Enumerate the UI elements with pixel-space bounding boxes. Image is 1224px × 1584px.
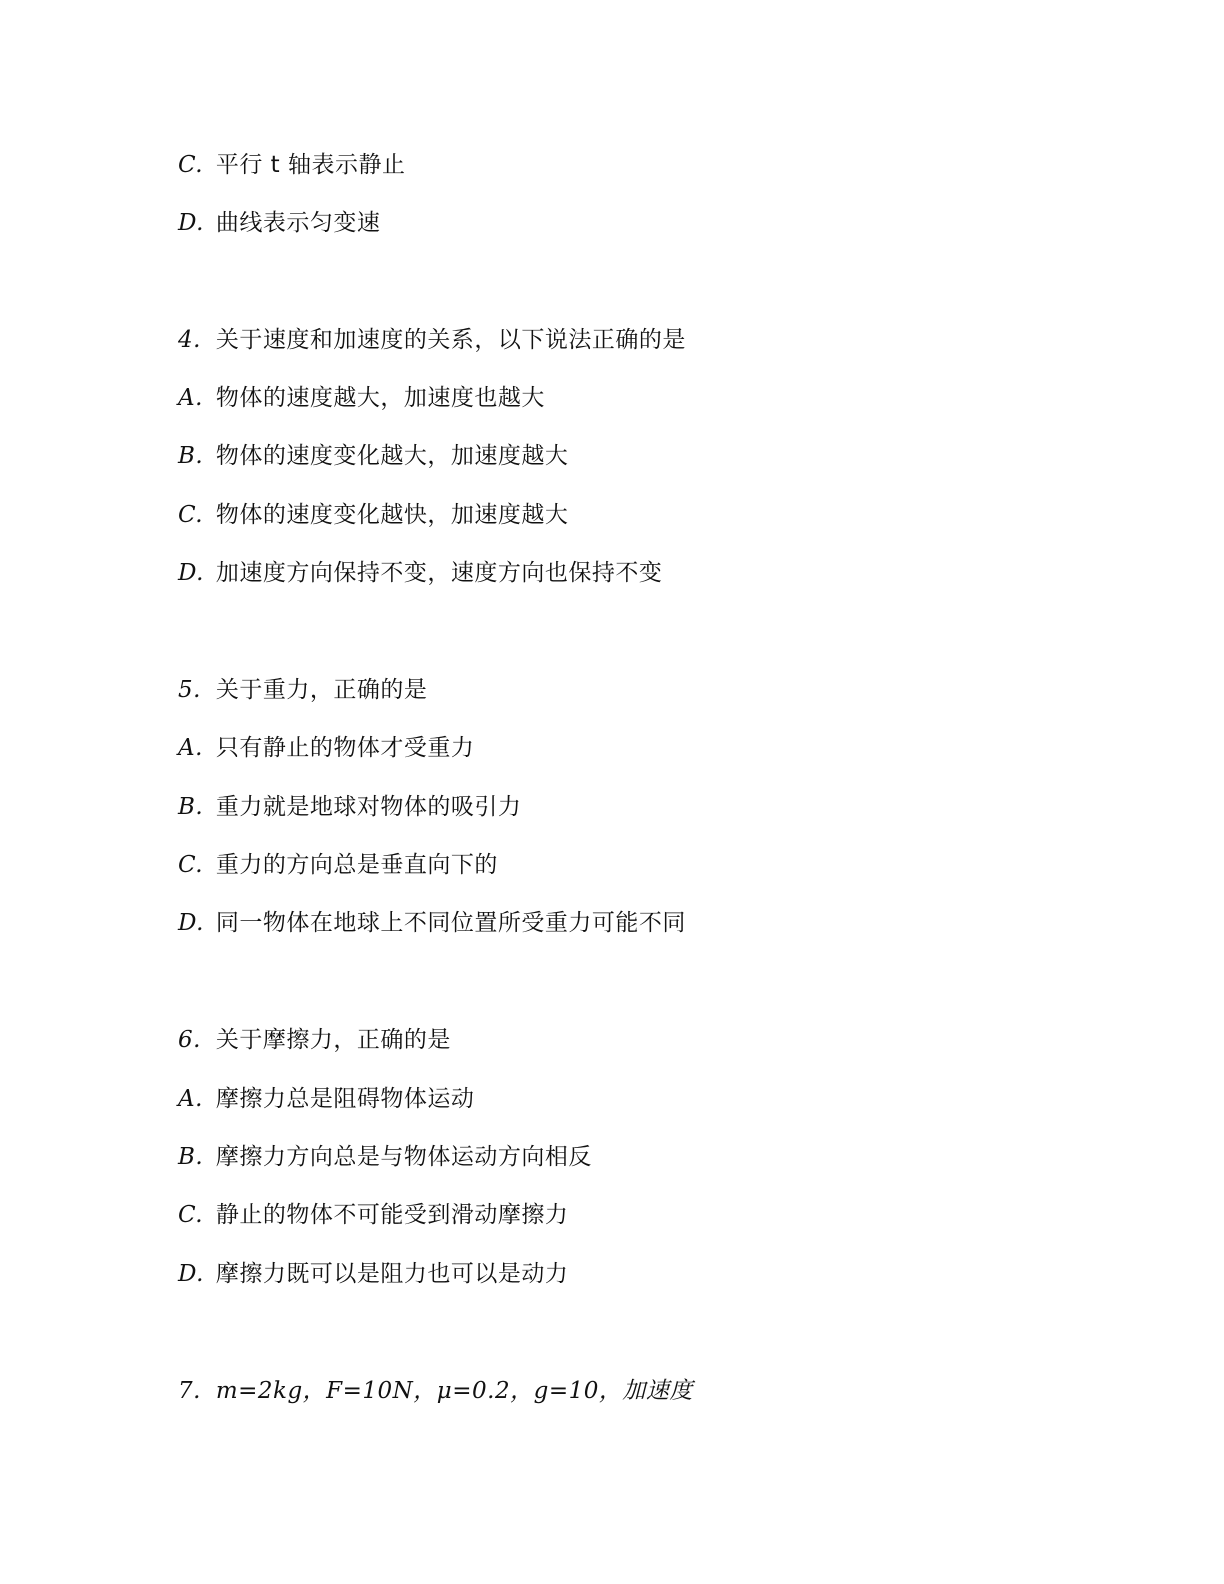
question-number: 7. bbox=[178, 1378, 201, 1404]
option-label: C. bbox=[178, 1202, 204, 1228]
question-5 bbox=[178, 675, 427, 705]
option-b-line bbox=[178, 1142, 592, 1172]
option-label: A. bbox=[178, 1086, 203, 1112]
option-text: 加速度方向保持不变，速度方向也保持不变 bbox=[215, 560, 663, 586]
option-c-line bbox=[178, 850, 498, 880]
question-7 bbox=[178, 1376, 693, 1406]
option-text: 曲线表示匀变速 bbox=[215, 210, 381, 236]
option-text: 物体的速度越大，加速度也越大 bbox=[215, 385, 545, 411]
question-4 bbox=[178, 325, 686, 355]
option-label: C. bbox=[178, 852, 204, 878]
option-label: D. bbox=[178, 210, 204, 236]
option-label: B. bbox=[178, 1144, 204, 1170]
option-text: 物体的速度变化越大，加速度越大 bbox=[215, 443, 569, 469]
option-text: 摩擦力总是阻碍物体运动 bbox=[215, 1086, 475, 1112]
option-text: 摩擦力方向总是与物体运动方向相反 bbox=[215, 1144, 592, 1170]
question-text: 关于重力，正确的是 bbox=[215, 677, 428, 703]
option-c-line bbox=[178, 500, 568, 530]
option-label: D. bbox=[178, 1261, 204, 1287]
option-d-line bbox=[178, 908, 686, 938]
option-label: A. bbox=[178, 385, 203, 411]
option-c-line bbox=[178, 150, 405, 180]
option-a-line bbox=[178, 1084, 474, 1114]
option-b-line bbox=[178, 792, 521, 822]
option-text: 重力的方向总是垂直向下的 bbox=[215, 852, 498, 878]
question-text: 关于摩擦力，正确的是 bbox=[215, 1027, 451, 1053]
option-label: D. bbox=[178, 560, 204, 586]
question-text: m=2kg，F=10N，μ=0.2，g=10，加速度 bbox=[215, 1378, 693, 1404]
option-a-line bbox=[178, 383, 545, 413]
question-number: 6. bbox=[178, 1027, 201, 1053]
option-label: A. bbox=[178, 735, 203, 761]
option-c-line bbox=[178, 1200, 568, 1230]
option-text: 摩擦力既可以是阻力也可以是动力 bbox=[215, 1261, 569, 1287]
option-label: B. bbox=[178, 794, 204, 820]
option-d-line bbox=[178, 1259, 568, 1289]
option-label: C. bbox=[178, 502, 204, 528]
option-a-line bbox=[178, 733, 474, 763]
question-6 bbox=[178, 1025, 451, 1055]
option-b-line bbox=[178, 441, 568, 471]
option-d-line bbox=[178, 558, 662, 588]
option-label: B. bbox=[178, 443, 204, 469]
option-label: C. bbox=[178, 152, 204, 178]
option-text: 平行 t 轴表示静止 bbox=[215, 152, 406, 178]
question-text: 关于速度和加速度的关系，以下说法正确的是 bbox=[215, 327, 686, 353]
option-text: 同一物体在地球上不同位置所受重力可能不同 bbox=[215, 910, 686, 936]
option-d-line bbox=[178, 208, 380, 238]
option-text: 物体的速度变化越快，加速度越大 bbox=[215, 502, 569, 528]
question-number: 5. bbox=[178, 677, 201, 703]
option-text: 重力就是地球对物体的吸引力 bbox=[215, 794, 522, 820]
option-text: 只有静止的物体才受重力 bbox=[215, 735, 475, 761]
option-text: 静止的物体不可能受到滑动摩擦力 bbox=[215, 1202, 569, 1228]
question-number: 4. bbox=[178, 327, 201, 353]
option-label: D. bbox=[178, 910, 204, 936]
